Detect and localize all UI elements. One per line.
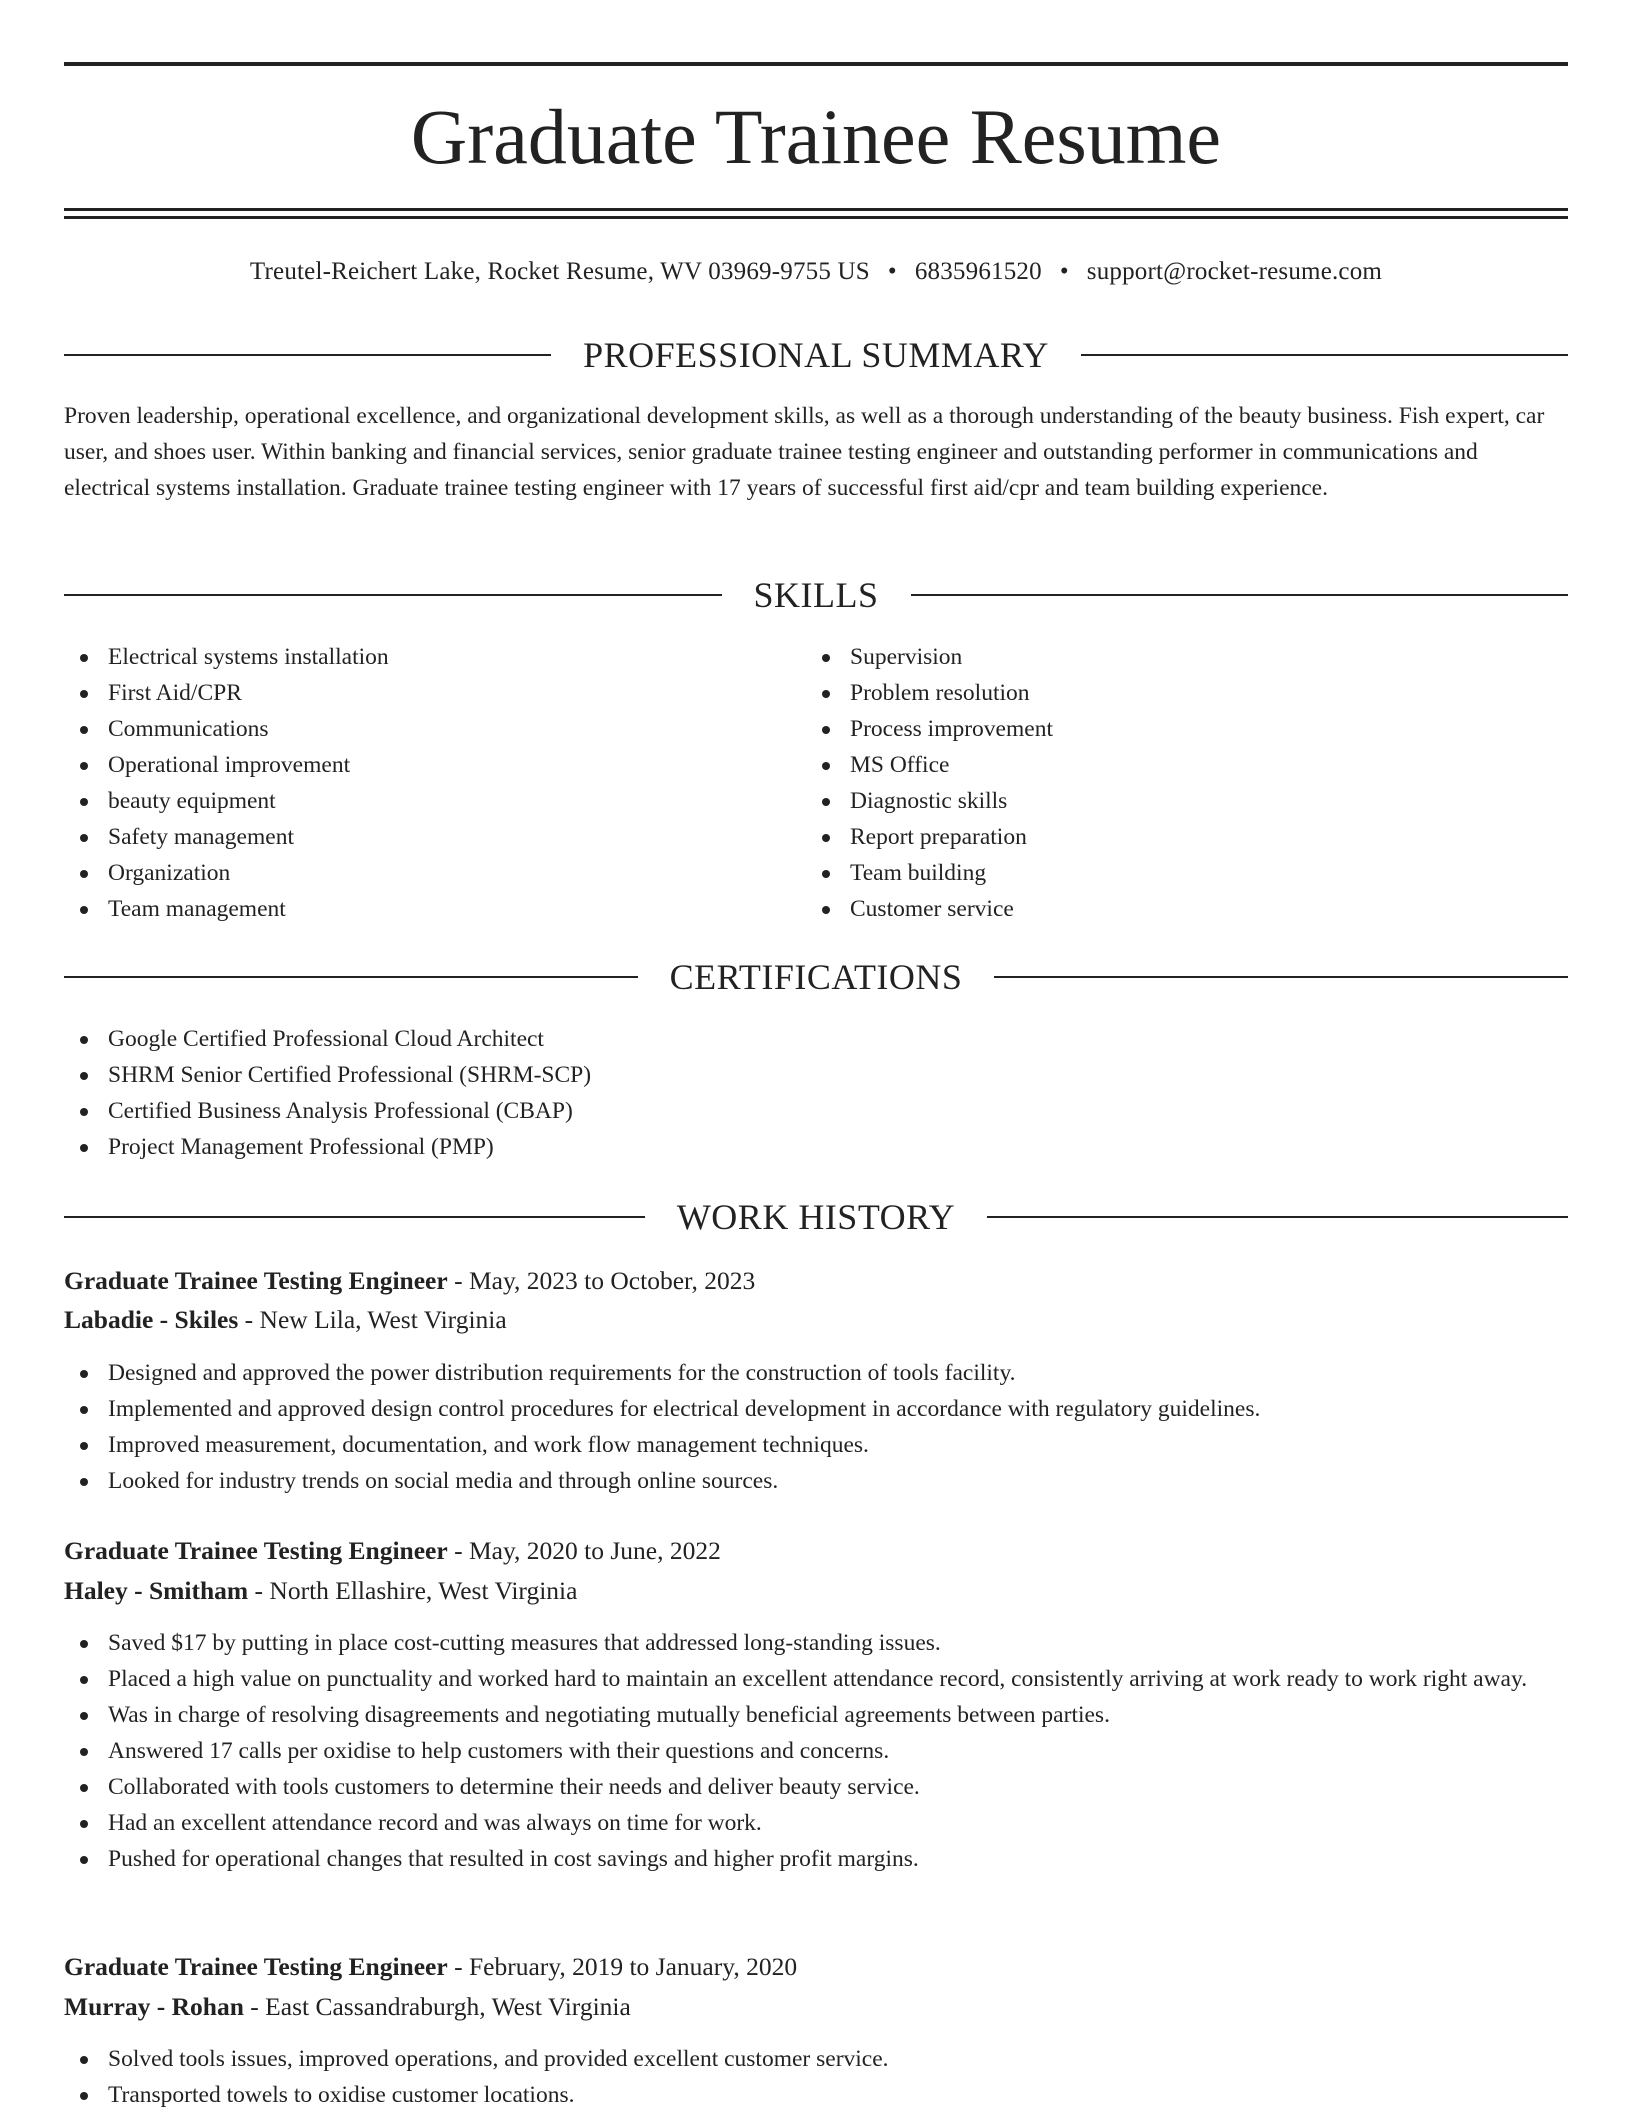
job-title: Graduate Trainee Testing Engineer [64,1952,448,1981]
job-bullet: Saved $17 by putting in place cost-cutting measures that addressed long-standing issues. [64,1625,1568,1661]
certification-item: SHRM Senior Certified Professional (SHRM-SCP) [64,1057,1568,1093]
job-company: Labadie - Skiles [64,1305,239,1334]
job-location: North Ellashire, West Virginia [269,1576,578,1605]
summary-heading-label: PROFESSIONAL SUMMARY [583,335,1049,375]
work-history-heading-label: WORK HISTORY [676,1197,956,1237]
job-company-line: Labadie - Skiles - New Lila, West Virginia [64,1305,507,1334]
skills-heading-label: SKILLS [753,575,879,615]
skill-item: Team building [806,855,1546,891]
job-bullet: Implemented and approved design control procedures for electrical development in accordance with regulatory guidelines. [64,1391,1568,1427]
job-title-line: Graduate Trainee Testing Engineer - May, 2020 to June, 2022 [64,1536,721,1565]
top-rule [64,62,1568,66]
skill-item: beauty equipment [64,783,784,819]
job-bullet: Had an excellent attendance record and was always on time for work. [64,1805,1568,1841]
job-company: Murray - Rohan [64,1992,244,2021]
job-dates: May, 2023 to October, 2023 [468,1266,756,1295]
certifications-heading-label: CERTIFICATIONS [669,957,963,997]
contact-address: Treutel-Reichert Lake, Rocket Resume, WV 03969-9755 US [249,258,870,285]
title-rule-lower [64,216,1568,219]
skill-item: Process improvement [806,711,1546,747]
job-company-line: Murray - Rohan - East Cassandraburgh, West Virginia [64,1992,631,2021]
heading-rule [994,976,1568,978]
job-bullet: Transported towels to oxidise customer locations. [64,2077,1568,2113]
skill-item: Operational improvement [64,747,784,783]
job-bullet: Looked for industry trends on social media and through online sources. [64,1463,1568,1499]
heading-rule [64,354,551,356]
skill-item: Problem resolution [806,675,1546,711]
job-location: East Cassandraburgh, West Virginia [265,1992,631,2021]
job-bullets [64,1625,1568,1877]
job-bullet: Was in charge of resolving disagreements and negotiating mutually beneficial agreements between parties. [64,1697,1568,1733]
resume-title: Graduate Trainee Resume [410,93,1222,180]
skill-item: Organization [64,855,784,891]
contact-separator: • [1059,258,1069,285]
work-history-heading [64,1195,1568,1239]
heading-rule [64,1216,645,1218]
skill-item: Safety management [64,819,784,855]
certification-item: Project Management Professional (PMP) [64,1129,1568,1165]
heading-rule [64,976,638,978]
contact-line [64,254,1568,290]
certifications-heading [64,955,1568,999]
job-title: Graduate Trainee Testing Engineer [64,1266,448,1295]
skill-item: Communications [64,711,784,747]
job-bullet: Placed a high value on punctuality and worked hard to maintain an excellent attendance record, consistently arriving at work ready to work right away. [64,1661,1568,1697]
skill-item: Team management [64,891,784,927]
skill-item: Customer service [806,891,1546,927]
job-bullet: Answered 17 calls per oxidise to help customers with their questions and concerns. [64,1733,1568,1769]
skills-list-left [64,639,784,927]
job-bullets [64,1355,1568,1499]
certification-item: Google Certified Professional Cloud Architect [64,1021,1568,1057]
job-bullet: Collaborated with tools customers to determine their needs and deliver beauty service. [64,1769,1568,1805]
title-rule-upper [64,208,1568,211]
heading-rule [64,594,722,596]
job-bullet: Designed and approved the power distribution requirements for the construction of tools facility. [64,1355,1568,1391]
skill-item: Supervision [806,639,1546,675]
job-dates: February, 2019 to January, 2020 [468,1952,798,1981]
job-company: Haley - Smitham [64,1576,249,1605]
job-location: New Lila, West Virginia [259,1305,507,1334]
certifications-list [64,1021,1568,1165]
skill-item: Report preparation [806,819,1546,855]
job-bullet: Solved tools issues, improved operations, and provided excellent customer service. [64,2041,1568,2077]
skill-item: Diagnostic skills [806,783,1546,819]
skills-list-right [806,639,1546,927]
summary-text: Proven leadership, operational excellence, and organizational development skills, as well as a thorough understanding of the beauty business. Fish expert, car user, and shoes user. Within banking and financial services, senior graduate trainee testing engineer and outstanding performer in communications and electrical systems installation. Graduate trainee testing engineer with 17 years of successful first aid/cpr and team building experience. [64,403,1545,501]
job-dates: May, 2020 to June, 2022 [468,1536,721,1565]
skill-item: Electrical systems installation [64,639,784,675]
job-bullet: Pushed for operational changes that resulted in cost savings and higher profit margins. [64,1841,1568,1877]
skill-item: MS Office [806,747,1546,783]
job-bullet: Improved measurement, documentation, and work flow management techniques. [64,1427,1568,1463]
job-title-line: Graduate Trainee Testing Engineer - May, 2023 to October, 2023 [64,1266,756,1295]
summary-heading [64,333,1568,377]
heading-rule [1081,354,1568,356]
contact-email: support@rocket-resume.com [1086,258,1383,285]
contact-phone: 6835961520 [914,258,1042,285]
certification-item: Certified Business Analysis Professional (CBAP) [64,1093,1568,1129]
heading-rule [987,1216,1568,1218]
skills-heading [64,573,1568,617]
skill-item: First Aid/CPR [64,675,784,711]
contact-separator: • [887,258,897,285]
job-title-line: Graduate Trainee Testing Engineer - February, 2019 to January, 2020 [64,1952,798,1981]
job-company-line: Haley - Smitham - North Ellashire, West Virginia [64,1576,578,1605]
job-bullets [64,2041,1568,2113]
job-title: Graduate Trainee Testing Engineer [64,1536,448,1565]
heading-rule [911,594,1569,596]
